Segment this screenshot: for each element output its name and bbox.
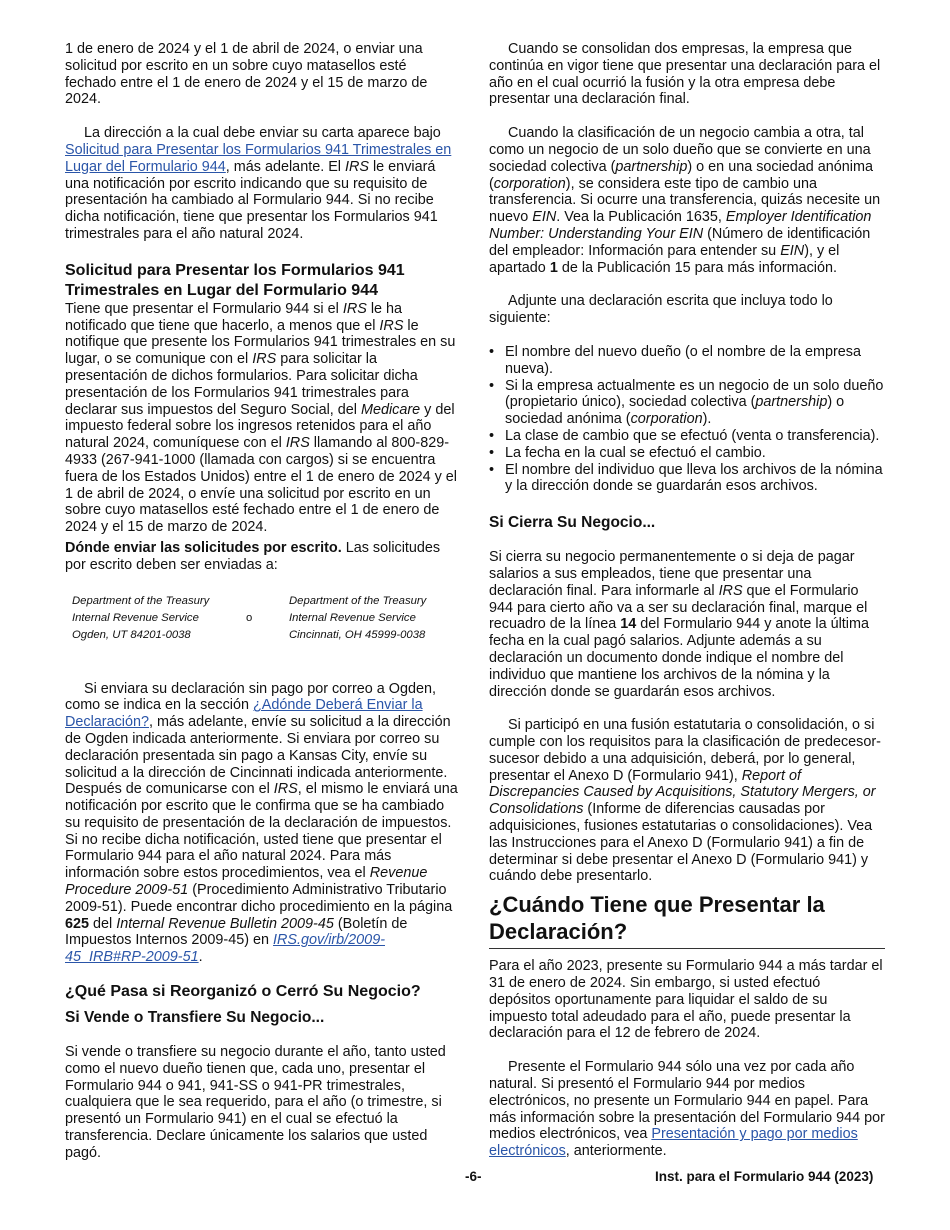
left-column: [65, 41, 461, 1162]
paragraph: Si participó en una fusión estatutaria o consolidación, o si cumple con los requisitos para la clasificación de predecesor-sucesor debido a una adquisición, deberá, por lo general, presentar el Anexo D (Formulario 941), Report of Discrepancies Caused by Acquisitions, Statutory Mergers, or Consolidations (Informe de diferencias causadas por adquisiciones, fusiones estatutarias o consolidaciones). Vea las Instrucciones para el Anexo D (Formulario 941) a fin de determinar si debe presentar el Anexo D (Formulario 941) y cuándo debe presentarlo.: [489, 717, 881, 885]
subheading-vende: Si Vende o Transfiere Su Negocio...: [65, 1009, 325, 1027]
paragraph: Adjunte una declaración escrita que incluya todo lo siguiente:: [489, 293, 833, 327]
paragraph: 1 de enero de 2024 y el 1 de abril de 2024, o enviar una solicitud por escrito en un sobre cuyo matasellos esté fechado entre el 1 de enero de 2024 y el 15 de marzo de 2024.: [65, 41, 428, 108]
paragraph: Cuando se consolidan dos empresas, la empresa que continúa en vigor tiene que presentar una declaración para el año en el cual ocurrió la fusión y la otra empresa debe presentar una declaración final.: [489, 41, 881, 108]
list-item: • El nombre del individuo que lleva los archivos de la nómina y la dirección donde se guardarán esos archivos.: [489, 461, 883, 495]
paragraph: Para el año 2023, presente su Formulario 944 a más tardar el 31 de enero de 2024. Sin embargo, si usted efectuó depósitos oportunamente para liquidar el saldo de su impuesto total adeudado para el año, puede presentar la declaración para el 12 de febrero de 2024.: [489, 958, 883, 1042]
paragraph: Si vende o transfiere su negocio durante el año, tanto usted como el nuevo dueño tienen que, cada uno, presentar el Formulario 944 o 941, 941-SS o 941-PR trimestrales, cualquiera que le sea requerido, para el año (o trimestre, si presentó un Formulario 941) en el cual se efectuó la transferencia. Declare únicamente los salarios que usted pagó.: [65, 1044, 446, 1161]
address-cincinnati: Department of the Treasury Internal Revenue Service Cincinnati, OH 45999-0038: [289, 594, 427, 641]
subheading-cierra: Si Cierra Su Negocio...: [489, 514, 656, 532]
address-ogden: Department of the Treasury Internal Revenue Service Ogden, UT 84201-0038: [72, 594, 210, 641]
section-heading-solicitud: Solicitud para Presentar los Formularios 941 Trimestrales en Lugar del Formulario 944: [65, 261, 405, 299]
address-or: o: [246, 611, 253, 624]
paragraph: Tiene que presentar el Formulario 944 si el IRS le ha notificado que tiene que hacerlo, a menos que el IRS le notifique que presente los Formularios 941 trimestrales en su lugar, o se comunique con el IRS para solicitar la presentación de dichos formularios. Para solicitar dicha presentación de los Formularios 941 trimestrales para declarar sus impuestos del Seguro Social, del Medicare y del impuesto federal sobre los ingresos retenidos para el año natural 2024, comuníquese con el IRS llamando al 800-829-4933 (267-941-1000 (llamada con cargos) si se encuentra fuera de los Estados Unidos) entre el 1 de enero de 2024 y el 1 de abril de 2024, o envíe una solicitud por escrito en un sobre cuyo matasellos esté fechado entre el 1 de enero de 2024 y el 15 de marzo de 2024.: [65, 300, 457, 536]
paragraph: Si cierra su negocio permanentemente o si deja de pagar salarios a sus empleados, tiene que presentar una declaración final. Para informarle al IRS que el Formulario 944 para cierto año va a ser su declaración final, marque el recuadro de la línea 14 del Formulario 944 y anote la última fecha en la cual pagó salarios. Adjunte además a su declaración un documento donde indique el nombre del individuo que mantiene los archivos de la nómina y la dirección donde se guardarán esos archivos.: [489, 549, 869, 700]
link-irb[interactable]: IRS.gov/irb/2009-45_IRB#RP-2009-51: [65, 932, 385, 966]
bullet-list: [489, 344, 885, 495]
section-heading-cuando: ¿Cuándo Tiene que Presentar la Declaración?: [489, 891, 885, 949]
paragraph: Cuando la clasificación de un negocio cambia a otra, tal como un negocio de un solo dueño que se convierte en una sociedad colectiva (partnership) o en una sociedad anónima (corporation), se considera este tipo de cambio una transferencia. Si ocurre una transferencia, quizás necesite un nuevo EIN. Vea la Publicación 1635, Employer Identification Number: Understanding Your EIN (Número de identificación del empleador: Información para entender su EIN), y el apartado 1 de la Publicación 15 para más información.: [489, 125, 881, 276]
link-presentacion[interactable]: Presentación y pago por medios electrónicos: [489, 1126, 858, 1160]
paragraph: Dónde enviar las solicitudes por escrito. Las solicitudes por escrito deben ser enviadas a:: [65, 539, 441, 573]
link-solicitud[interactable]: Solicitud para Presentar los Formularios 941 Trimestrales en Lugar del Formulario 944: [65, 141, 452, 175]
address-block: [65, 593, 461, 649]
link-adonde[interactable]: ¿Adónde Deberá Enviar la Declaración?: [65, 697, 423, 731]
paragraph: Si enviara su declaración sin pago por correo a Ogden, como se indica en la sección ¿Adónde Deberá Enviar la Declaración?, más adelante, envíe su solicitud a la dirección de Ogden indicada anteriormente. Si enviara por correo su declaración presentada sin pago a Kansas City, envíe su solicitud a la dirección de Cincinnati indicada anteriormente. Después de comunicarse con el IRS, el mismo le enviará una notificación por escrito que le confirma que se ha cambiado su requisito de presentación de la declaración de impuestos. Si no recibe dicha notificación, usted tiene que presentar el Formulario 944 para el año natural 2024. Para más información sobre estos procedimientos, vea el Revenue Procedure 2009-51 (Procedimiento Administrativo Tributario 2009-51). Puede encontrar dicho procedimiento en la página 625 del Internal Revenue Bulletin 2009-45 (Boletín de Impuestos Internos 2009-45) en IRS.gov/irb/2009-45_IRB#RP-2009-51.: [65, 680, 458, 966]
right-column: [489, 41, 885, 1160]
list-item: • Si la empresa actualmente es un negocio de un solo dueño (propietario único), sociedad colectiva (partnership) o sociedad anónima (corporation).: [489, 377, 884, 428]
paragraph: Presente el Formulario 944 sólo una vez por cada año natural. Si presentó el Formulario 944 por medios electrónicos, no presente un Formulario 944 en papel. Para más información sobre la presentación del Formulario 944 por medios electrónicos, vea Presentación y pago por medios electrónicos, anteriormente.: [489, 1059, 885, 1160]
paragraph: La dirección a la cual debe enviar su carta aparece bajo Solicitud para Presentar los Formularios 941 Trimestrales en Lugar del Formulario 944, más adelante. El IRS le enviará una notificación por escrito indicando que su requisito de presentación ha cambiado al Formulario 944. Si no recibe dicha notificación, tiene que presentar los Formularios 941 trimestrales para el año natural 2024.: [65, 125, 452, 242]
page-number: -6-: [465, 1169, 482, 1184]
list-item: • El nombre del nuevo dueño (o el nombre de la empresa nueva).: [489, 343, 861, 377]
list-item: • La clase de cambio que se efectuó (venta o transferencia).: [489, 427, 880, 444]
footer-title: Inst. para el Formulario 944 (2023): [655, 1169, 874, 1184]
list-item: • La fecha en la cual se efectuó el cambio.: [489, 444, 766, 461]
section-heading-reorganizo: ¿Qué Pasa si Reorganizó o Cerró Su Negocio?: [65, 983, 421, 1001]
